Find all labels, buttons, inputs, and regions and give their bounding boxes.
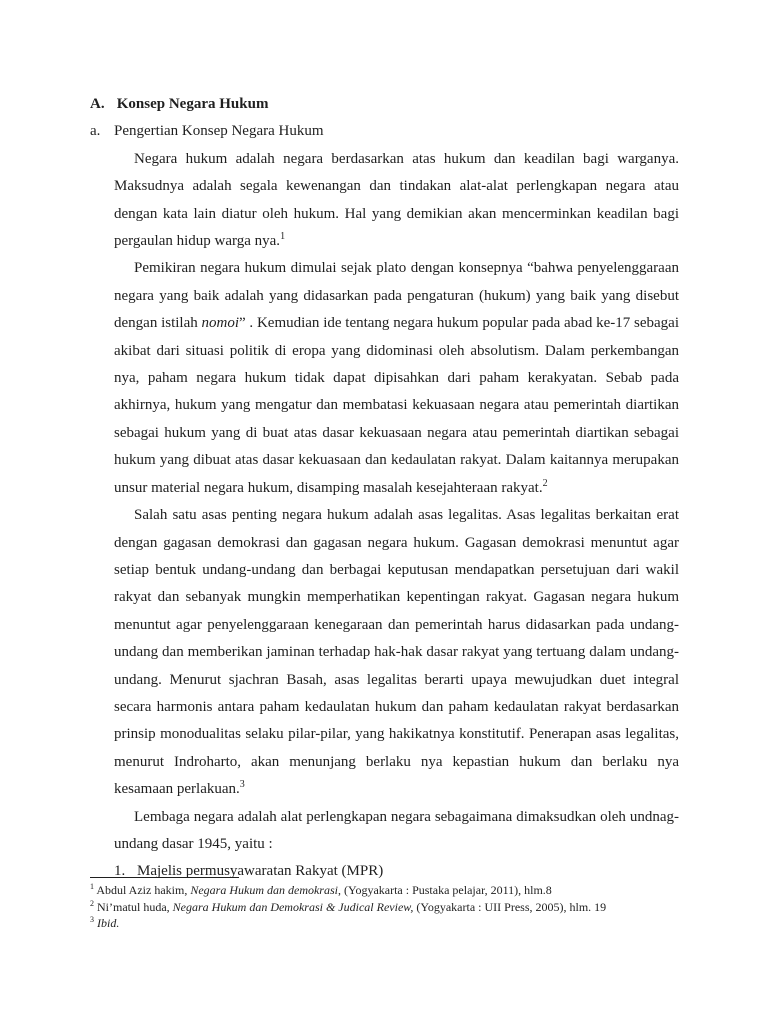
footnote-title: Negara Hukum dan demokrasi bbox=[190, 883, 338, 897]
footnote-title: Ibid. bbox=[97, 916, 120, 930]
subsection-title: Pengertian Konsep Negara Hukum bbox=[114, 123, 324, 140]
paragraph-2 bbox=[114, 255, 679, 502]
section-heading bbox=[90, 91, 679, 118]
list-number: 1. bbox=[114, 863, 126, 880]
paragraph-text: Lembaga negara adalah alat perlengkapan negara sebagaimana dimaksudkan oleh undnag-undang dasar 1945, yaitu : bbox=[114, 808, 679, 852]
paragraph-text: ” . Kemudian ide tentang negara hukum popular pada abad ke-17 sebagai akibat dari situasi politik di eropa yang didominasi oleh absolutism. Dalam perkembangan nya, paham negara hukum tidak dapat dipisahkan dari paham kerakyatan. Sebab pada akhirnya, hukum yang mengatur dan membatasi kekuasaan negara atau pemerintah diartikan sebagai hukum yang di buat atas dasar kekuasaan negara atau pemerintah diartikan sebagai hukum yang dibuat atas dasar kekuasaan dan kedaulatan rakyat. Dalam kaitannya merupakan unsur material negara hukum, disamping masalah kesejahteraan rakyat. bbox=[114, 315, 679, 496]
footnote-text: Abdul Aziz hakim, bbox=[94, 883, 191, 897]
subsection-number: a. bbox=[90, 123, 101, 140]
footnote-1 bbox=[90, 882, 690, 899]
footnote-marker: 1 bbox=[90, 882, 94, 891]
subsection-heading bbox=[90, 118, 679, 145]
footnote-ref-3[interactable]: 3 bbox=[239, 779, 245, 791]
paragraph-text: Salah satu asas penting negara hukum adalah asas legalitas. Asas legalitas berkaitan erat dengan gagasan demokrasi dan gagasan negara hukum. Gagasan demokrasi menuntut agar setiap bentuk undang-undang dan berbagai keputusan mendapatkan persetujuan dari wakil rakyat dan sebanyak mungkin memperhatikan kepentingan rakyat. Gagasan negara hukum menuntut agar penyelenggaraan kenegaraan dan pemerintah harus didasarkan pada undang-undang dan memberikan jaminan terhadap hak-hak dasar rakyat yang tertuang dalam undang-undang. Menurut sjachran Basah, asas legalitas berarti upaya mewujudkan duet integral secara harmonis antara paham kedaulatan hukum dan paham kedaulatan rakyat berdasarkan prinsip monodualitas selaku pilar-pilar, yang hakikatnya konstitutif. Penerapan asas legalitas, menurut Indroharto, akan menunjang berlaku nya kepastian hukum dan berlaku nya kesamaan perlakuan. bbox=[114, 507, 679, 798]
footnote-text: , (Yogyakarta : Pustaka pelajar, 2011), hlm.8 bbox=[337, 883, 552, 897]
footnote-text: (Yogyakarta : UII Press, 2005), hlm. 19 bbox=[413, 899, 607, 914]
footnotes bbox=[90, 882, 690, 932]
paragraph-text: Pemikiran negara hukum dimulai sejak plato dengan konsepnya “bahwa penyelenggaraan negara yang baik adalah yang didasarkan pada pengaturan (hukum) yang baik yang disebut dengan istilah bbox=[114, 260, 679, 332]
italic-term: nomoi bbox=[201, 315, 240, 332]
footnote-marker: 3 bbox=[90, 915, 94, 924]
paragraph-3 bbox=[114, 502, 679, 803]
footnote-title: Negara Hukum dan Demokrasi & Judical Review, bbox=[172, 899, 414, 914]
footnote-marker: 2 bbox=[90, 898, 94, 908]
footnote-2 bbox=[90, 899, 690, 916]
paragraph-text: Negara hukum adalah negara berdasarkan atas hukum dan keadilan bagi warganya. Maksudnya adalah segala kewenangan dan tindakan alat-alat perlengkapan negara atau dengan kata lain diatur oleh hukum. Hal yang demikian akan mencerminkan keadilan bagi pergaulan hidup warga nya. bbox=[114, 150, 679, 250]
list-text: Majelis permusyawaratan Rakyat (MPR) bbox=[137, 863, 384, 880]
paragraph-1 bbox=[114, 146, 679, 256]
document-body bbox=[90, 91, 679, 886]
footnote-3 bbox=[90, 915, 690, 932]
footnote-ref-2[interactable]: 2 bbox=[542, 477, 548, 489]
paragraph-4 bbox=[114, 804, 679, 859]
section-number: A. bbox=[90, 96, 105, 112]
footnote-separator bbox=[90, 877, 239, 878]
footnote-text: Ni’matul huda, bbox=[94, 899, 173, 914]
footnote-ref-1[interactable]: 1 bbox=[280, 231, 286, 243]
section-title: Konsep Negara Hukum bbox=[116, 96, 269, 112]
